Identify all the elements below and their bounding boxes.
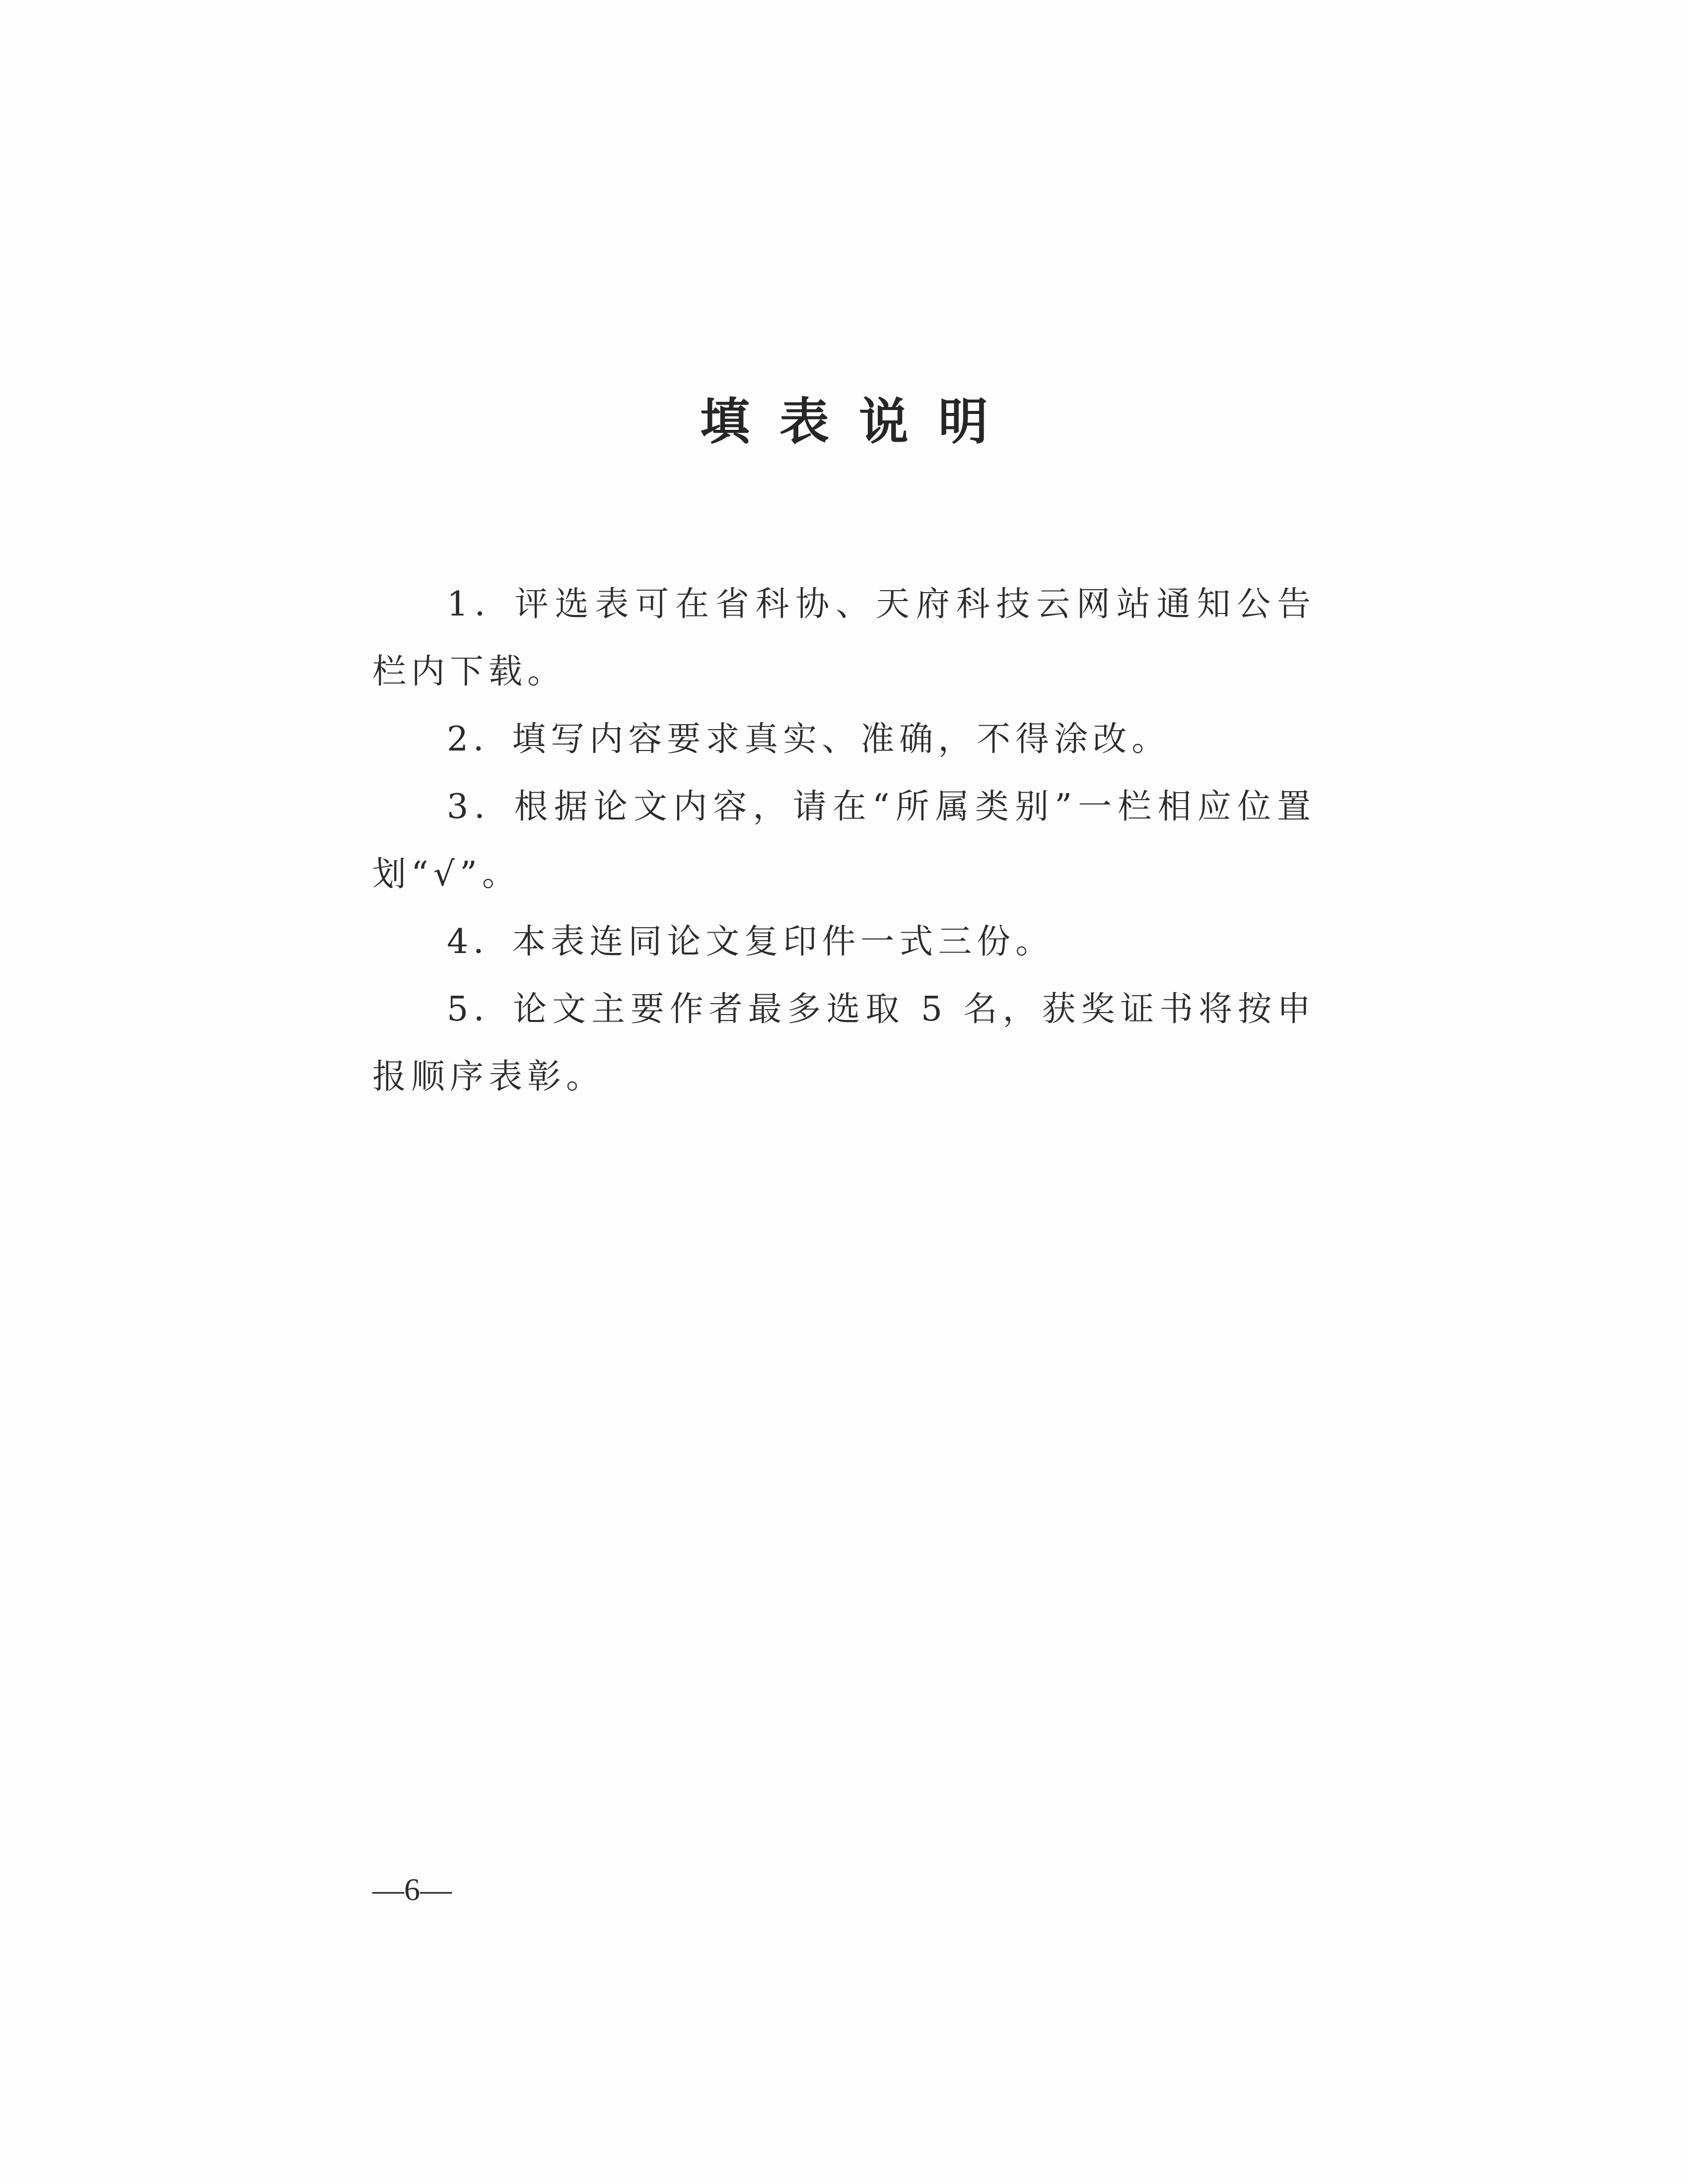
instruction-item-1: 1．评选表可在省科协、天府科技云网站通知公告栏内下载。 [372,585,1316,691]
instruction-item-5: 5．论文主要作者最多选取 5 名，获奖证书将按申报顺序表彰。 [372,990,1316,1096]
instruction-item-2: 2．填写内容要求真实、准确，不得涂改。 [447,720,1171,759]
instruction-item-4: 4．本表连同论文复印件一式三份。 [447,922,1055,961]
page-title: 填表说明 [700,393,1018,451]
instruction-item-3: 3．根据论文内容，请在“所属类别”一栏相应位置划“√”。 [372,787,1316,894]
page-number: —6— [372,1872,452,1907]
instructions-list [372,571,1316,1111]
